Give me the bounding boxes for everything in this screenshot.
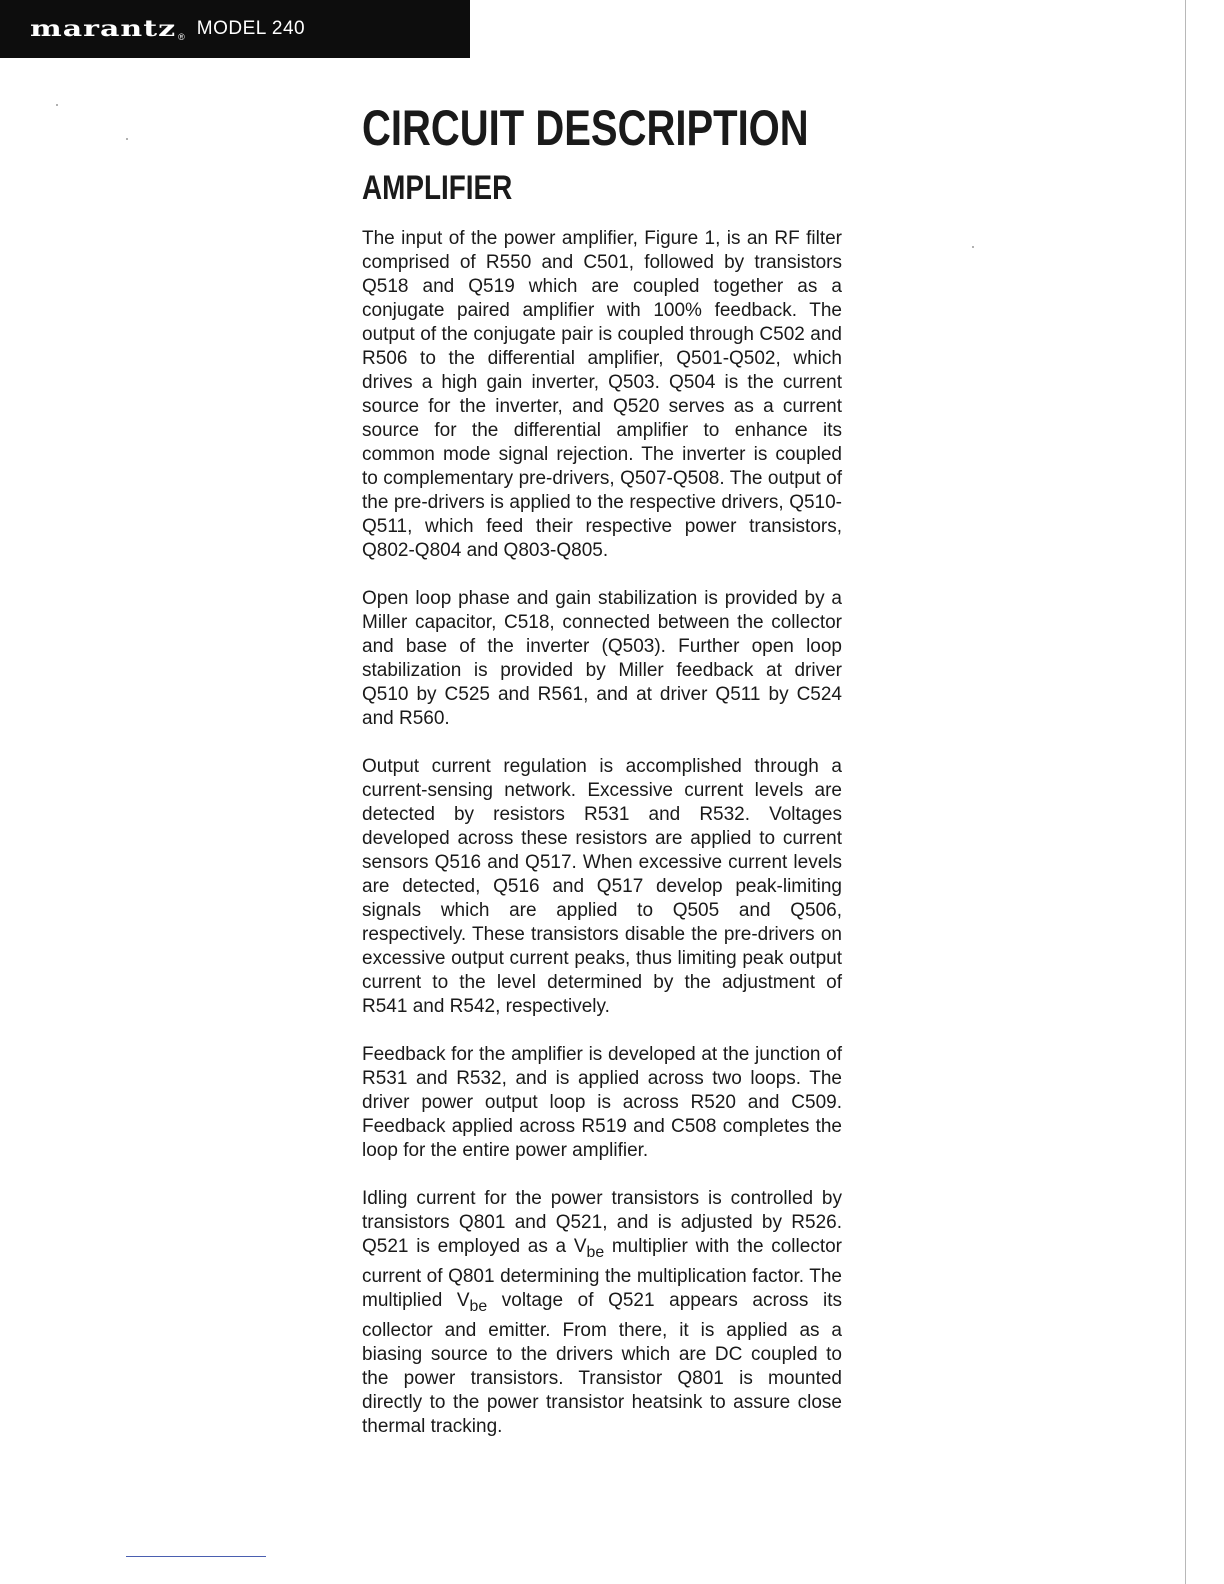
idling-text-part1: Idling current for the power transistors is controlled by transistors Q801 and Q521, and is adjusted by R526. Q521 is employed as a V [362,1188,842,1257]
paragraph-input-stage: The input of the power amplifier, Figure 1, is an RF filter comprised of R550 and C501, followed by transistors Q518 and Q519 which are coupled together as a conjugate paired amplifier with 100% feedback. The output of the conjugate pair is coupled through C502 and R506 to the differential amplifier, Q501-Q502, which drives a high gain inverter, Q503. Q504 is the current source for the inverter, and Q520 serves as a current source for the differential amplifier to enhance its common mode signal rejection. The inverter is coupled to complementary pre-drivers, Q507-Q508. The output of the pre-drivers is applied to the respective drivers, Q510-Q511, which feed their respective power transistors, Q802-Q804 and Q803-Q805. [362,228,842,561]
body-text [362,227,842,1463]
vbe-subscript-1: be [586,1243,605,1261]
scan-margin-line [1185,0,1186,1584]
scan-speck [972,246,974,248]
model-label: MODEL 240 [196,18,306,39]
footer-rule [126,1556,266,1557]
header-bar [0,0,470,58]
paragraph-current-regulation: Output current regulation is accomplished through a current-sensing network. Excessive current levels are detected by resistors R531 and R532. Voltages developed across these resistors are applied to current sensors Q516 and Q517. When excessive current levels are detected, Q516 and Q517 develop peak-limiting signals which are applied to Q505 and Q506, respectively. These transistors disable the pre-drivers on excessive output current peaks, thus limiting peak output current to the level determined by the adjustment of R541 and R542, respectively. [362,756,842,1017]
section-title: AMPLIFIER [362,169,513,207]
registered-mark: ® [178,32,185,42]
brand-logo: marantz [30,15,177,42]
scan-speck [126,138,128,140]
vbe-subscript-2: be [469,1297,488,1315]
paragraph-stabilization: Open loop phase and gain stabilization is provided by a Miller capacitor, C518, connected between the collector and base of the inverter (Q503). Further open loop stabilization is provided by Miller feedback at driver Q510 by C525 and R561, and at driver Q511 by C524 and R560. [362,588,842,729]
idling-text-part2: multiplier with the collector current of Q801 determining the multiplication factor. The multiplied V [362,1236,842,1311]
scan-speck [56,104,58,106]
page-title: CIRCUIT DESCRIPTION [362,100,809,156]
paragraph-idling-current [362,1187,842,1439]
paragraph-feedback: Feedback for the amplifier is developed at the junction of R531 and R532, and is applied across two loops. The driver power output loop is across R520 and C509. Feedback applied across R519 and C508 completes the loop for the entire power amplifier. [362,1044,842,1161]
idling-text-part3: voltage of Q521 appears across its collector and emitter. From there, it is applied as a biasing source to the drivers which are DC coupled to the power transistors. Transistor Q801 is mounted directly to the power transistor heatsink to assure close thermal tracking. [362,1289,842,1437]
